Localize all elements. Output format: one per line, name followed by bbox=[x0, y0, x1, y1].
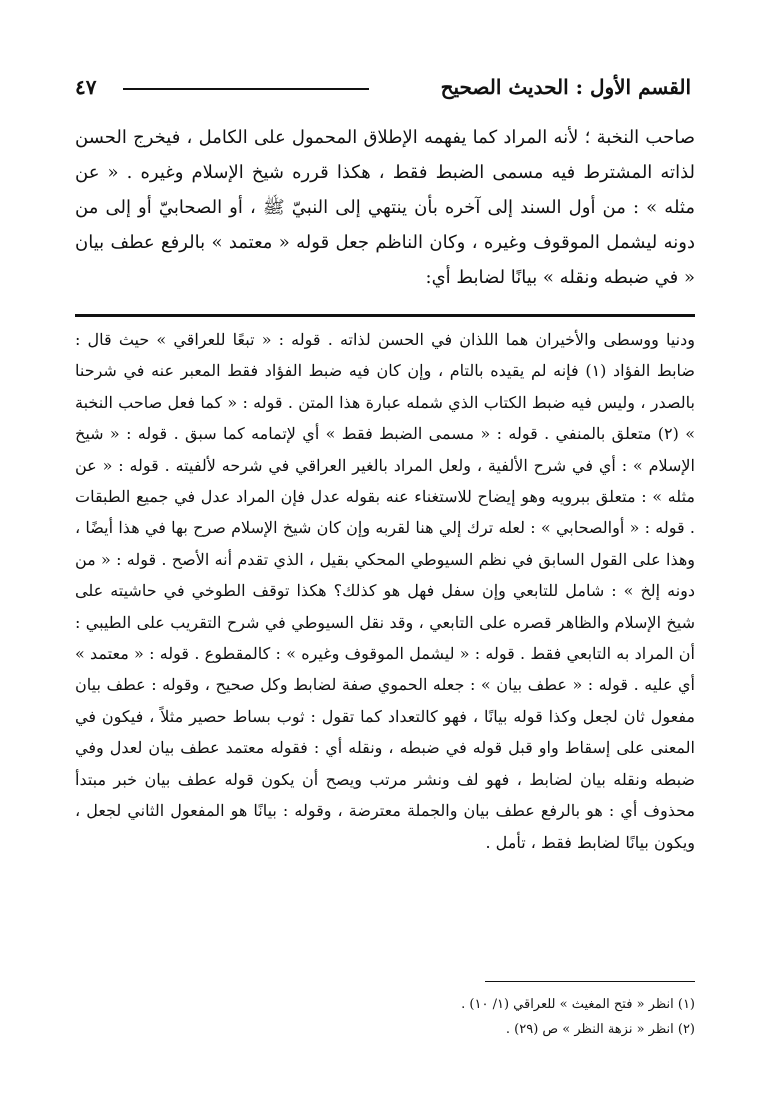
main-paragraph: صاحب النخبة ؛ لأنه المراد كما يفهمه الإطلاق المحمول على الكامل ، فيخرج الحسن لذاته المشترط فيه مسمى الضبط فقط ، هكذا قرره شيخ الإسلام وغيره . « عن مثله » : من أول السند إلى آخره بأن ينتهي إلى النبيّ ﷺ ، أو الصحابيّ أو إلى من دونه ليشمل الموقوف وغيره ، وكان الناظم جعل قوله « معتمد » بالرفع عطف بيان « في ضبطه ونقله » بيانًا لضابط أي: bbox=[75, 127, 695, 288]
footnote-item: (٢) انظر « نزهة النظر » ص (٢٩) . bbox=[505, 1022, 695, 1037]
main-commentary-divider bbox=[75, 314, 695, 317]
commentary-text bbox=[75, 324, 695, 858]
footnotes bbox=[75, 992, 695, 1042]
section-title: القسم الأول : الحديث الصحيح bbox=[440, 75, 691, 99]
commentary-paragraph: ودنيا ووسطى والأخيران هما اللذان في الحسن لذاته . قوله : « تبعًا للعراقي » حيث قال : ضابط الفؤاد (١) فإنه لم يقيده بالتام ، وإن كان فيه ضبط الفؤاد فقط المعبر عنه في شرحنا بالصدر ، وليس فيه ضبط الكتاب الذي شمله عبارة هذا المتن . قوله : « كما فعل صاحب النخبة » (٢) متعلق بالمنفي . قوله : « مسمى الضبط فقط » أي لإتمامه كما سبق . قوله : « شيخ الإسلام » : أي في شرح الألفية ، ولعل المراد بالغير العراقي في شرحه لألفيته . قوله : « عن مثله » : متعلق ببرويه وهو إيضاح للاستغناء عنه بقوله عدل فإن المراد عدل في جميع الطبقات . قوله : « أوالصحابي » : لعله ترك إلي هنا لقربه وإن كان شيخ الإسلام صرح بها في هذا أيضًا ، وهذا على القول السابق في نظم السيوطي المحكي بقيل ، الذي تقدم أنه الأصح . قوله : « من دونه إلخ » : شامل للتابعي وإن سفل فهل هو كذلك؟ هكذا توقف الطوخي في حاشيته على شيخ الإسلام والظاهر قصره على التابعي ، وقد نقل السيوطي في شرح التقريب على الطيبي : أن المراد به التابعي فقط . قوله : « ليشمل الموقوف وغيره » : كالمقطوع . قوله : « معتمد » أي عليه . قوله : « عطف بيان » : جعله الحموي صفة لضابط وكل صحيح ، وقوله : عطف بيان مفعول ثان لجعل وكذا قوله بيانًا ، فهو كالتعداد كما تقول : ثوب بساط حصير مثلاً ، فيكون في المعنى على إسقاط واو قبل قوله في ضبطه ، ونقله أي : فقوله معتمد عطف بيان لعدل وفي ضبطه ونقله بيان لضابط ، فهو لف ونشر مرتب ويصح أن يكون قوله عطف بيان خبر مبتدأ محذوف أي : هو بالرفع عطف بيان والجملة معترضة ، وقوله : بيانًا هو المفعول الثاني لجعل ، ويكون بيانًا لضابط فقط ، تأمل . bbox=[75, 330, 696, 852]
main-text bbox=[75, 120, 695, 295]
footnote-rule bbox=[485, 981, 695, 982]
header-rule bbox=[123, 88, 369, 90]
page-header bbox=[75, 72, 691, 106]
page-number: ٤٧ bbox=[75, 75, 97, 99]
footnote-item: (١) انظر « فتح المغيث » للعراقي (١/ ١٠) . bbox=[461, 997, 695, 1012]
